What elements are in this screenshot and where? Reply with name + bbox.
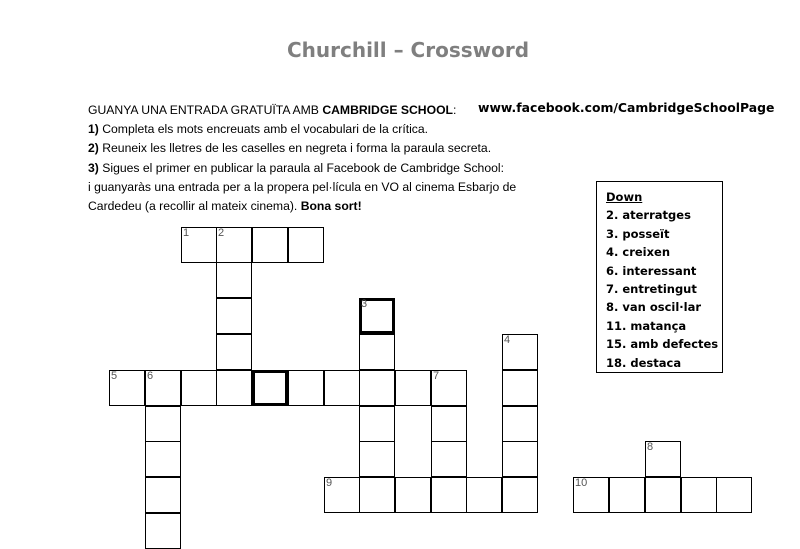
crossword-cell[interactable] — [395, 477, 431, 513]
crossword-cell[interactable] — [645, 441, 681, 477]
crossword-cell[interactable] — [145, 513, 181, 549]
crossword-cell[interactable] — [216, 227, 252, 263]
crossword-cell[interactable] — [609, 477, 645, 513]
crossword-cell[interactable] — [359, 334, 395, 370]
crossword-cell[interactable] — [502, 477, 538, 513]
cell-number: 2 — [218, 227, 225, 239]
crossword-cell[interactable] — [145, 370, 181, 406]
cell-number: 1 — [183, 227, 190, 239]
down-clue: 3. posseït — [606, 226, 670, 241]
step-2-number: 2) — [88, 141, 99, 156]
crossword-cell[interactable] — [288, 227, 324, 263]
crossword-cell[interactable] — [252, 227, 288, 263]
page-title: Churchill – Crossword — [286, 38, 530, 62]
crossword-cell[interactable] — [359, 406, 395, 442]
crossword-cell[interactable] — [288, 370, 324, 406]
crossword-cell[interactable] — [145, 406, 181, 442]
crossword-cell-highlighted[interactable] — [252, 370, 288, 406]
down-clue: 6. interessant — [606, 263, 697, 278]
crossword-cell[interactable] — [502, 441, 538, 477]
intro-text: GUANYA UNA ENTRADA GRATUÏTA AMB — [88, 103, 323, 117]
cell-number: 7 — [433, 370, 440, 382]
cell-number: 3 — [361, 298, 368, 310]
crossword-cell[interactable] — [359, 370, 395, 406]
crossword-cell[interactable] — [324, 477, 360, 513]
crossword-cell[interactable] — [681, 477, 717, 513]
step-2-text: Reuneix les lletres de les caselles en negreta i forma la paraula secreta. — [98, 141, 492, 156]
crossword-cell[interactable] — [431, 477, 467, 513]
cell-number: 6 — [147, 370, 154, 382]
crossword-cell[interactable] — [145, 441, 181, 477]
crossword-cell[interactable] — [216, 262, 252, 298]
crossword-cell[interactable] — [359, 477, 395, 513]
crossword-cell[interactable] — [431, 370, 467, 406]
down-clue: 11. matança — [606, 318, 687, 333]
crossword-cell[interactable] — [431, 441, 467, 477]
step-3-number: 3) — [88, 160, 99, 175]
crossword-cell[interactable] — [324, 370, 360, 406]
crossword-cell[interactable] — [645, 477, 681, 513]
crossword-cell[interactable] — [431, 406, 467, 442]
crossword-cell[interactable] — [216, 298, 252, 334]
cell-number: 8 — [647, 441, 654, 453]
cell-number: 4 — [504, 334, 511, 346]
down-clues-heading: Down — [606, 190, 643, 204]
crossword-cell[interactable] — [145, 477, 181, 513]
crossword-cell[interactable] — [181, 370, 217, 406]
crossword-cell[interactable] — [216, 334, 252, 370]
down-clue: 7. entretingut — [606, 282, 697, 297]
crossword-cell[interactable] — [466, 477, 502, 513]
cell-number: 5 — [111, 370, 118, 382]
crossword-cell[interactable] — [502, 334, 538, 370]
crossword-cell[interactable] — [109, 370, 145, 406]
crossword-cell-highlighted[interactable] — [359, 298, 395, 334]
down-clue: 2. aterratges — [606, 208, 691, 223]
cell-number: 9 — [326, 477, 333, 489]
step-3-text: Sigues el primer en publicar la paraula al Facebook de Cambridge School: — [98, 160, 504, 175]
cell-number: 10 — [575, 477, 588, 489]
step-1-text: Completa els mots encreuats amb el vocabulari de la crítica. — [98, 122, 429, 137]
down-clue: 18. destaca — [606, 355, 682, 370]
intro-school: CAMBRIDGE SCHOOL — [322, 103, 453, 117]
crossword-cell[interactable] — [502, 406, 538, 442]
facebook-url: www.facebook.com/CambridgeSchoolPage — [478, 100, 775, 115]
crossword-cell[interactable] — [502, 370, 538, 406]
step-3-continued-text: i guanyaràs una entrada per a la propera pel·lícula en VO al cinema Esbarjo de Cardedeu (a recollir al mateix cinema). — [88, 179, 517, 214]
intro-colon: : — [453, 103, 457, 117]
down-clue: 8. van oscil·lar — [606, 300, 702, 315]
crossword-cell[interactable] — [573, 477, 609, 513]
step-1-number: 1) — [88, 122, 99, 137]
crossword-cell[interactable] — [181, 227, 217, 263]
down-clue: 4. creixen — [606, 245, 671, 260]
down-clue: 15. amb defectes — [606, 337, 719, 352]
crossword-cell[interactable] — [716, 477, 752, 513]
crossword-cell[interactable] — [216, 370, 252, 406]
crossword-cell[interactable] — [359, 441, 395, 477]
crossword-cell[interactable] — [395, 370, 431, 406]
good-luck-text: Bona sort! — [300, 199, 362, 214]
